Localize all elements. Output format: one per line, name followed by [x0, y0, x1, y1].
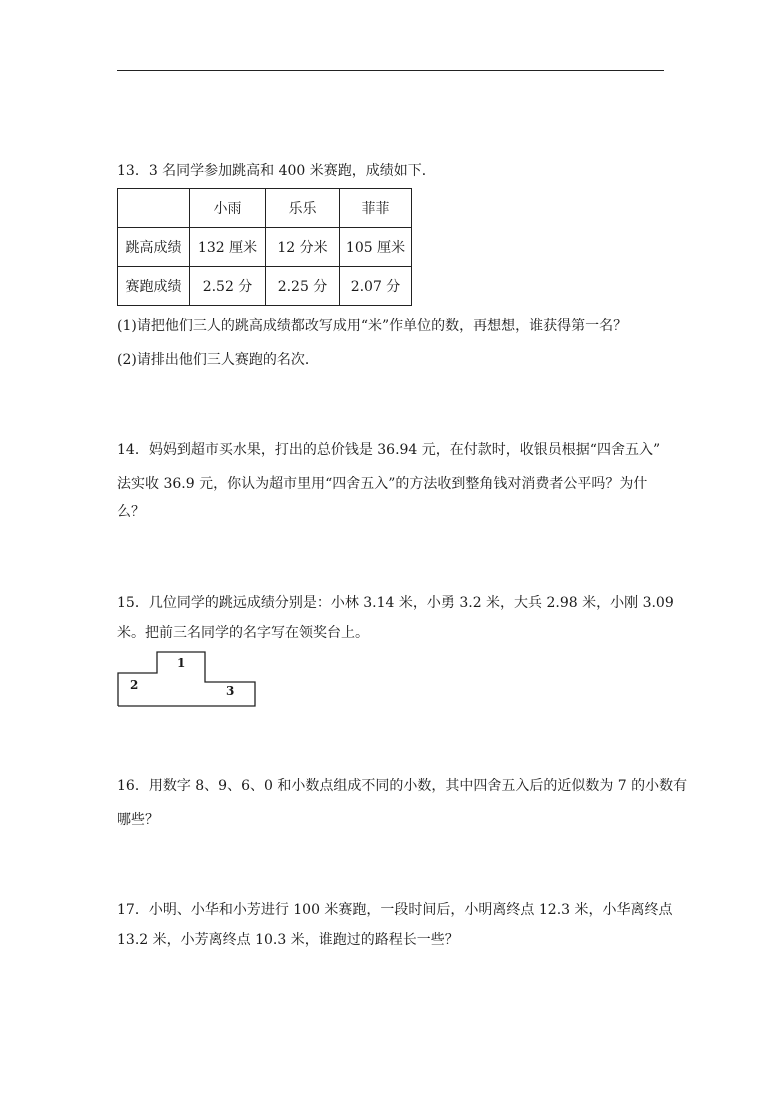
q17-line-2: 13.2 米，小芳离终点 10.3 米，谁跑过的路程长一些？ [117, 932, 459, 948]
q14-line-2: 法实收 36.9 元，你认为超市里用“四舍五入”的方法收到整角钱对消费者公平吗？为什 [117, 476, 648, 492]
q15-line-1: 15．几位同学的跳远成绩分别是：小林 3.14 米，小勇 3.2 米，大兵 2.98 米，小刚 3.09 [117, 595, 674, 611]
table-header-row [118, 189, 412, 228]
q13-title: 13．3 名同学参加跳高和 400 米赛跑，成绩如下． [117, 163, 436, 179]
podium-first-place-label: 1 [177, 656, 186, 670]
q17-line-1: 17．小明、小华和小芳进行 100 米赛跑，一段时间后，小明离终点 12.3 米，小华离终点 [117, 902, 673, 918]
table-header-cell [118, 189, 190, 228]
table-row [118, 267, 412, 306]
header-rule [117, 70, 664, 71]
table-cell: 12 分米 [266, 228, 340, 267]
q15-line-2: 米。把前三名同学的名字写在领奖台上。 [117, 625, 369, 641]
q13-sub-question-2: (2)请排出他们三人赛跑的名次． [117, 352, 319, 368]
table-row-label: 赛跑成绩 [118, 267, 190, 306]
q13-score-table [117, 188, 412, 306]
table-row-label: 跳高成绩 [118, 228, 190, 267]
q13-sub-question-1: (1)请把他们三人的跳高成绩都改写成用“米”作单位的数，再想想，谁获得第一名？ [117, 318, 628, 334]
table-cell: 2.52 分 [190, 267, 266, 306]
q14-line-1: 14．妈妈到超市买水果，打出的总价钱是 36.94 元，在付款时，收银员根据“四舍五入” [117, 442, 661, 458]
table-cell: 2.25 分 [266, 267, 340, 306]
q16-line-2: 哪些？ [117, 812, 159, 828]
q14-line-3: 么？ [117, 504, 145, 520]
table-cell: 2.07 分 [340, 267, 412, 306]
table-row [118, 228, 412, 267]
award-podium [117, 651, 257, 707]
table-header-cell: 小雨 [190, 189, 266, 228]
podium-third-place-label: 3 [226, 684, 235, 698]
podium-second-place-label: 2 [130, 678, 139, 692]
table-cell: 105 厘米 [340, 228, 412, 267]
table-cell: 132 厘米 [190, 228, 266, 267]
q16-line-1: 16．用数字 8、9、6、0 和小数点组成不同的小数，其中四舍五入后的近似数为 7 的小数有 [117, 778, 688, 794]
table-header-cell: 菲菲 [340, 189, 412, 228]
table-header-cell: 乐乐 [266, 189, 340, 228]
